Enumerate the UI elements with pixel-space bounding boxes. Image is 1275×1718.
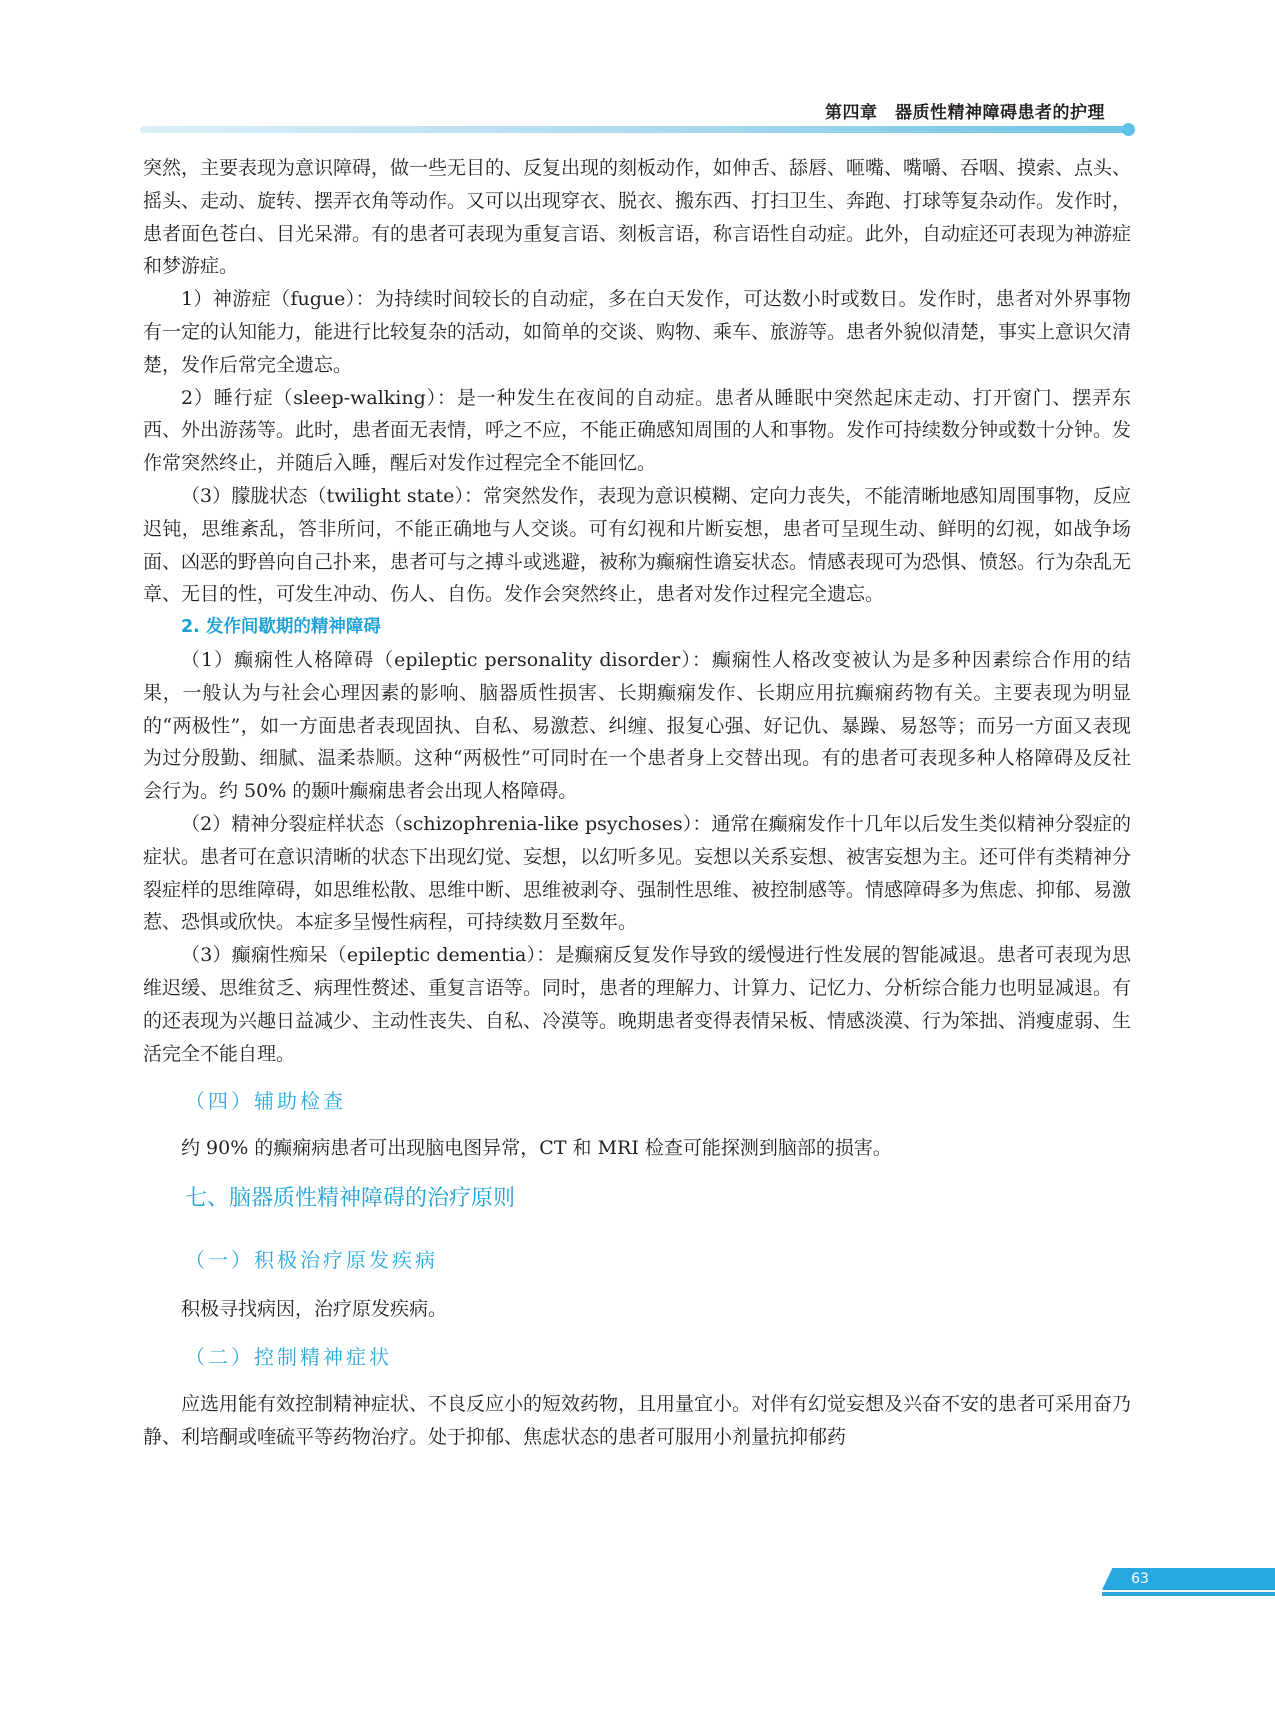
heading-treat-primary-disease: （一）积极治疗原发疾病 <box>185 1248 438 1273</box>
header-rule-dot <box>1122 123 1135 136</box>
page-body <box>143 152 1131 1454</box>
paragraph-personality-disorder: （1）癫痫性人格障碍（epileptic personality disorder）：癫痫性人格改变被认为是多种因素综合作用的结果，一般认为与社会心理因素的影响、脑器质性损害、长期癫痫发作、长期应用抗癫痫药物有关。主要表现为明显的“两极性”，如一方面患者表现固执、自私、易激惹、纠缠、报复心强、好记仇、暴躁、易怒等；而另一方面又表现为过分殷勤、细腻、温柔恭顺。这种“两极性”可同时在一个患者身上交替出现。有的患者可表现多种人格障碍及反社会行为。约 50% 的颞叶癫痫患者会出现人格障碍。 <box>143 648 1131 803</box>
paragraph-treat-primary-disease: 积极寻找病因，治疗原发疾病。 <box>181 1298 448 1321</box>
paragraph-epileptic-dementia: （3）癫痫性痴呆（epileptic dementia）：是癫痫反复发作导致的缓慢进行性发展的智能减退。患者可表现为思维迟缓、思维贫乏、病理性赘述、重复言语等。同时，患者的理解力、计算力、记忆力、分析综合能力也明显减退。有的还表现为兴趣日益减少、主动性丧失、自私、冷漠等。晚期患者变得表情呆板、情感淡漠、行为笨拙、消瘦虚弱、生活完全不能自理。 <box>143 944 1132 1065</box>
paragraph-auxiliary-exam: 约 90% 的癫痫病患者可出现脑电图异常，CT 和 MRI 检查可能探测到脑部的损害。 <box>181 1137 892 1160</box>
heading-treatment-principles: 七、脑器质性精神障碍的治疗原则 <box>185 1186 516 1212</box>
paragraph-fugue: 1）神游症（fugue）：为持续时间较长的自动症，多在白天发作，可达数小时或数日。发作时，患者对外界事物有一定的认知能力，能进行比较复杂的活动，如简单的交谈、购物、乘车、旅游等。患者外貌似清楚，事实上意识欠清楚，发作后常完全遗忘。 <box>143 288 1132 376</box>
page-number: 63 <box>1131 1571 1149 1587</box>
page-number-underline <box>1102 1592 1275 1596</box>
heading-interictal-disorders: 2. 发作间歇期的精神障碍 <box>181 617 381 638</box>
paragraph-schizophrenia-like: （2）精神分裂症样状态（schizophrenia-like psychoses）：通常在癫痫发作十几年以后发生类似精神分裂症的症状。患者可在意识清晰的状态下出现幻觉、妄想，以幻听多见。妄想以关系妄想、被害妄想为主。还可伴有类精神分裂症样的思维障碍，如思维松散、思维中断、思维被剥夺、强制性思维、被控制感等。情感障碍多为焦虑、抑郁、易激惹、恐惧或欣快。本症多呈慢性病程，可持续数月至数年。 <box>143 812 1132 934</box>
header-rule <box>140 126 1128 133</box>
paragraph-twilight-state: （3）朦胧状态（twilight state）：常突然发作，表现为意识模糊、定向力丧失，不能清晰地感知周围事物，反应迟钝，思维紊乱，答非所问，不能正确地与人交谈。可有幻视和片断妄想，患者可呈现生动、鲜明的幻视，如战争场面、凶恶的野兽向自己扑来，患者可与之搏斗或逃避，被称为癫痫性谵妄状态。情感表现可为恐惧、愤怒。行为杂乱无章、无目的性，可发生冲动、伤人、自伤。发作会突然终止，患者对发作过程完全遗忘。 <box>143 484 1132 606</box>
heading-auxiliary-exam: （四）辅助检查 <box>185 1089 346 1114</box>
paragraph-automatism: 突然，主要表现为意识障碍，做一些无目的、反复出现的刻板动作，如伸舌、舔唇、咂嘴、嘴嚼、吞咽、摸索、点头、摇头、走动、旋转、摆弄衣角等动作。又可以出现穿衣、脱衣、搬东西、打扫卫生、奔跑、打球等复杂动作。发作时，患者面色苍白、目光呆滞。有的患者可表现为重复言语、刻板言语，称言语性自动症。此外，自动症还可表现为神游症和梦游症。 <box>143 157 1132 278</box>
heading-control-symptoms: （二）控制精神症状 <box>185 1344 392 1369</box>
paragraph-control-symptoms: 应选用能有效控制精神症状、不良反应小的短效药物，且用量宜小。对伴有幻觉妄想及兴奋不安的患者可采用奋乃静、利培酮或喹硫平等药物治疗。处于抑郁、焦虑状态的患者可服用小剂量抗抑郁药 <box>143 1392 1132 1448</box>
running-head: 第四章 器质性精神障碍患者的护理 <box>825 103 1105 123</box>
paragraph-sleep-walking: 2）睡行症（sleep-walking）：是一种发生在夜间的自动症。患者从睡眠中突然起床走动、打开窗门、摆弄东西、外出游荡等。此时，患者面无表情，呼之不应，不能正确感知周围的人和事物。发作可持续数分钟或数十分钟。发作常突然终止，并随后入睡，醒后对发作过程完全不能回忆。 <box>143 386 1132 475</box>
